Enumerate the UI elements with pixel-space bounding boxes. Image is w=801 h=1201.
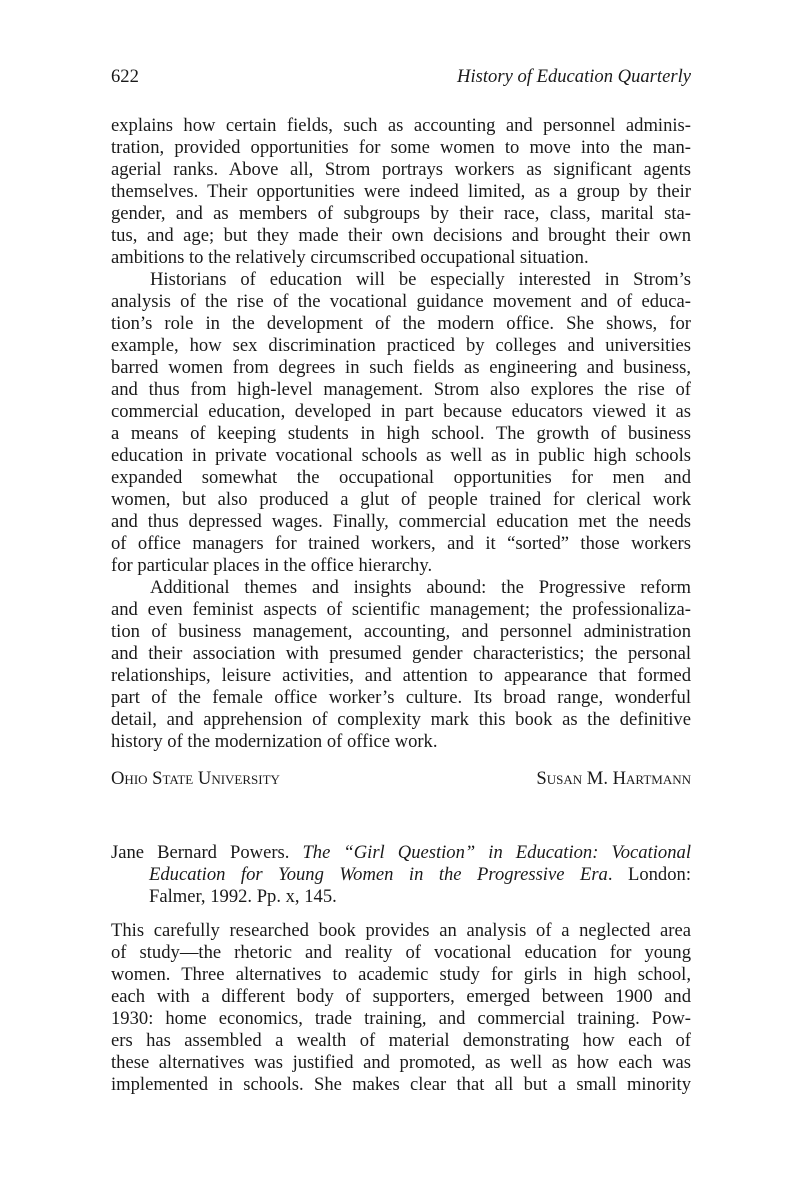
text-line: 1930: home economics, trade training, and commercial training. Pow- — [111, 1008, 691, 1029]
text-line: agerial ranks. Above all, Strom portrays workers as significant agents — [111, 159, 691, 180]
text-line: barred women from degrees in such fields as engineering and business, — [111, 357, 691, 378]
text-line: Additional themes and insights abound: the Progressive reform — [150, 577, 691, 598]
text-line: ambitions to the relatively circumscribed occupational situation. — [111, 247, 589, 268]
reviewer-signature — [111, 768, 691, 790]
text-line: each with a different body of supporters, emerged between 1900 and — [111, 986, 691, 1007]
text-line: tus, and age; but they made their own decisions and brought their own — [111, 225, 691, 246]
book-title: Education for Young Women in the Progressive Era — [149, 864, 608, 885]
text-line: for particular places in the office hierarchy. — [111, 555, 433, 576]
text-line: and thus depressed wages. Finally, commercial education met the needs — [111, 511, 691, 532]
reviewer-affiliation: Ohio State University — [111, 768, 280, 789]
text-line: of study—the rhetoric and reality of vocational education for young — [111, 942, 691, 963]
text-line: detail, and apprehension of complexity mark this book as the definitive — [111, 709, 691, 730]
text-line: expanded somewhat the occupational opportunities for men and — [111, 467, 691, 488]
citation-line — [111, 842, 691, 864]
citation-line — [149, 864, 691, 886]
text-line: of office managers for trained workers, and it “sorted” those workers — [111, 533, 691, 554]
text-line: part of the female office worker’s culture. Its broad range, wonderful — [111, 687, 691, 708]
text-line: and thus from high-level management. Strom also explores the rise of — [111, 379, 691, 400]
text-line: Historians of education will be especially interested in Strom’s — [150, 269, 691, 290]
text-line: relationships, leisure activities, and attention to appearance that formed — [111, 665, 691, 686]
page-header — [111, 66, 691, 90]
text-line: example, how sex discrimination practiced by colleges and universities — [111, 335, 691, 356]
publisher-place: . London: — [607, 864, 691, 885]
text-line: themselves. Their opportunities were indeed limited, as a group by their — [111, 181, 691, 202]
reviewer-name: Susan M. Hartmann — [536, 768, 691, 789]
text-line: tion of business management, accounting, and personnel administration — [111, 621, 691, 642]
book-author: Jane Bernard Powers. — [111, 842, 290, 863]
text-line: This carefully researched book provides an analysis of a neglected area — [111, 920, 691, 941]
text-line: commercial education, developed in part because educators viewed it as — [111, 401, 691, 422]
text-line: and even feminist aspects of scientific management; the professionaliza- — [111, 599, 691, 620]
text-line: history of the modernization of office work. — [111, 731, 438, 752]
text-line: implemented in schools. She makes clear that all but a small minority — [111, 1074, 691, 1095]
text-line: and their association with presumed gender characteristics; the personal — [111, 643, 691, 664]
citation-line: Falmer, 1992. Pp. x, 145. — [149, 886, 337, 907]
text-line: explains how certain fields, such as accounting and personnel adminis- — [111, 115, 691, 136]
text-line: tion’s role in the development of the modern office. She shows, for — [111, 313, 691, 334]
text-line: tration, provided opportunities for some women to move into the man- — [111, 137, 691, 158]
text-line: ers has assembled a wealth of material demonstrating how each of — [111, 1030, 691, 1051]
text-line: gender, and as members of subgroups by their race, class, marital sta- — [111, 203, 691, 224]
text-line: education in private vocational schools as well as in public high schools — [111, 445, 691, 466]
running-head: History of Education Quarterly — [457, 66, 691, 87]
book-title: The “Girl Question” in Education: Vocational — [302, 842, 691, 863]
text-line: analysis of the rise of the vocational guidance movement and of educa- — [111, 291, 691, 312]
page-number: 622 — [111, 66, 139, 87]
text-line: women, but also produced a glut of people trained for clerical work — [111, 489, 691, 510]
text-line: a means of keeping students in high school. The growth of business — [111, 423, 691, 444]
text-line: these alternatives was justified and promoted, as well as how each was — [111, 1052, 691, 1073]
text-line: women. Three alternatives to academic study for girls in high school, — [111, 964, 691, 985]
